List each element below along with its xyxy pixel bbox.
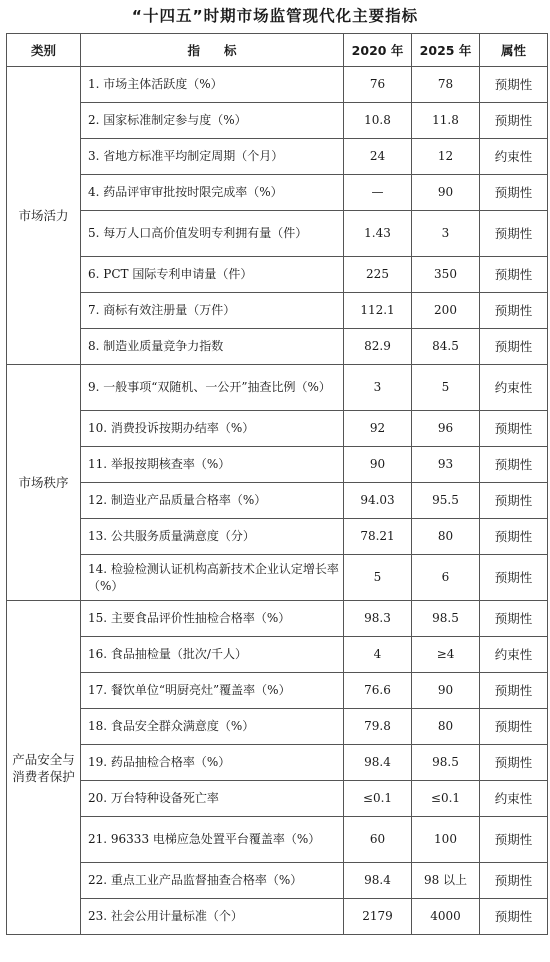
value-2020: 3 [344, 365, 412, 411]
header-indicator: 指标 [81, 34, 344, 67]
value-2025: 78 [412, 67, 480, 103]
indicator-name: 6. PCT 国际专利申请量（件） [81, 257, 344, 293]
value-2020: 98.4 [344, 863, 412, 899]
attribute-cell: 预期性 [480, 411, 548, 447]
table-row [7, 781, 548, 817]
table-row [7, 637, 548, 673]
attribute-cell: 预期性 [480, 257, 548, 293]
value-2025: 90 [412, 175, 480, 211]
value-2020: — [344, 175, 412, 211]
value-2020: 94.03 [344, 483, 412, 519]
value-2020: 76.6 [344, 673, 412, 709]
value-2025: 98.5 [412, 601, 480, 637]
value-2025: 98 以上 [412, 863, 480, 899]
value-2020: 82.9 [344, 329, 412, 365]
indicator-name: 11. 举报按期核查率（%） [81, 447, 344, 483]
value-2025: 90 [412, 673, 480, 709]
value-2020: 10.8 [344, 103, 412, 139]
value-2025: 95.5 [412, 483, 480, 519]
table-row [7, 257, 548, 293]
attribute-cell: 预期性 [480, 175, 548, 211]
attribute-cell: 预期性 [480, 483, 548, 519]
table-row [7, 67, 548, 103]
value-2020: 1.43 [344, 211, 412, 257]
value-2025: 6 [412, 555, 480, 601]
indicator-name: 1. 市场主体活跃度（%） [81, 67, 344, 103]
value-2020: 4 [344, 637, 412, 673]
header-row [7, 34, 548, 67]
table-row [7, 817, 548, 863]
attribute-cell: 预期性 [480, 293, 548, 329]
indicator-name: 8. 制造业质量竞争力指数 [81, 329, 344, 365]
header-2020: 2020 年 [344, 34, 412, 67]
attribute-cell: 预期性 [480, 211, 548, 257]
table-row [7, 139, 548, 175]
value-2025: 350 [412, 257, 480, 293]
value-2025: 96 [412, 411, 480, 447]
value-2020: 92 [344, 411, 412, 447]
indicator-name: 16. 食品抽检量（批次/千人） [81, 637, 344, 673]
table-row [7, 745, 548, 781]
indicator-name: 9. 一般事项“双随机、一公开”抽查比例（%） [81, 365, 344, 411]
attribute-cell: 预期性 [480, 329, 548, 365]
indicator-name: 23. 社会公用计量标准（个） [81, 899, 344, 935]
header-2025: 2025 年 [412, 34, 480, 67]
indicator-name: 4. 药品评审审批按时限完成率（%） [81, 175, 344, 211]
indicator-name: 10. 消费投诉按期办结率（%） [81, 411, 344, 447]
attribute-cell: 预期性 [480, 447, 548, 483]
indicator-name: 18. 食品安全群众满意度（%） [81, 709, 344, 745]
attribute-cell: 预期性 [480, 899, 548, 935]
indicator-name: 14. 检验检测认证机构高新技术企业认定增长率（%） [81, 555, 344, 601]
table-title: “十四五”时期市场监管现代化主要指标 [131, 7, 419, 25]
value-2025: 5 [412, 365, 480, 411]
table-row [7, 483, 548, 519]
indicator-name: 22. 重点工业产品监督抽查合格率（%） [81, 863, 344, 899]
value-2025: 200 [412, 293, 480, 329]
attribute-cell: 约束性 [480, 637, 548, 673]
table-row [7, 365, 548, 411]
indicator-name: 13. 公共服务质量满意度（分） [81, 519, 344, 555]
value-2020: 24 [344, 139, 412, 175]
indicator-name: 7. 商标有效注册量（万件） [81, 293, 344, 329]
value-2025: 12 [412, 139, 480, 175]
indicator-name: 3. 省地方标准平均制定周期（个月） [81, 139, 344, 175]
value-2025: 3 [412, 211, 480, 257]
indicator-name: 21. 96333 电梯应急处置平台覆盖率（%） [81, 817, 344, 863]
value-2020: 76 [344, 67, 412, 103]
indicator-name: 19. 药品抽检合格率（%） [81, 745, 344, 781]
value-2025: 80 [412, 519, 480, 555]
attribute-cell: 约束性 [480, 365, 548, 411]
indicator-name: 5. 每万人口高价值发明专利拥有量（件） [81, 211, 344, 257]
table-row [7, 709, 548, 745]
attribute-cell: 约束性 [480, 139, 548, 175]
value-2020: 98.3 [344, 601, 412, 637]
value-2025: 11.8 [412, 103, 480, 139]
value-2025: 4000 [412, 899, 480, 935]
value-2020: 225 [344, 257, 412, 293]
attribute-cell: 预期性 [480, 67, 548, 103]
attribute-cell: 预期性 [480, 555, 548, 601]
value-2020: 2179 [344, 899, 412, 935]
value-2020: 60 [344, 817, 412, 863]
attribute-cell: 预期性 [480, 817, 548, 863]
value-2020: 98.4 [344, 745, 412, 781]
table-row [7, 673, 548, 709]
indicator-name: 17. 餐饮单位“明厨亮灶”覆盖率（%） [81, 673, 344, 709]
value-2025: 100 [412, 817, 480, 863]
value-2020: ≤0.1 [344, 781, 412, 817]
value-2020: 78.21 [344, 519, 412, 555]
table-row [7, 555, 548, 601]
value-2025: ≤0.1 [412, 781, 480, 817]
attribute-cell: 预期性 [480, 103, 548, 139]
attribute-cell: 约束性 [480, 781, 548, 817]
value-2020: 90 [344, 447, 412, 483]
indicators-table [6, 33, 548, 935]
indicator-name: 20. 万台特种设备死亡率 [81, 781, 344, 817]
value-2025: ≥4 [412, 637, 480, 673]
table-row [7, 601, 548, 637]
table-row [7, 863, 548, 899]
table-row [7, 103, 548, 139]
indicator-name: 2. 国家标准制定参与度（%） [81, 103, 344, 139]
header-category: 类别 [7, 34, 81, 67]
attribute-cell: 预期性 [480, 601, 548, 637]
attribute-cell: 预期性 [480, 745, 548, 781]
attribute-cell: 预期性 [480, 519, 548, 555]
value-2020: 112.1 [344, 293, 412, 329]
table-row [7, 411, 548, 447]
table-row [7, 175, 548, 211]
value-2025: 84.5 [412, 329, 480, 365]
attribute-cell: 预期性 [480, 863, 548, 899]
category-cell: 市场活力 [7, 67, 81, 365]
table-row [7, 899, 548, 935]
table-row [7, 329, 548, 365]
table-row [7, 519, 548, 555]
value-2020: 5 [344, 555, 412, 601]
attribute-cell: 预期性 [480, 673, 548, 709]
header-attribute: 属性 [480, 34, 548, 67]
table-row [7, 211, 548, 257]
table-row [7, 447, 548, 483]
value-2025: 93 [412, 447, 480, 483]
indicator-name: 12. 制造业产品质量合格率（%） [81, 483, 344, 519]
attribute-cell: 预期性 [480, 709, 548, 745]
value-2020: 79.8 [344, 709, 412, 745]
indicator-name: 15. 主要食品评价性抽检合格率（%） [81, 601, 344, 637]
table-row [7, 293, 548, 329]
category-cell: 市场秩序 [7, 365, 81, 601]
category-cell: 产品安全与消费者保护 [7, 601, 81, 935]
value-2025: 98.5 [412, 745, 480, 781]
value-2025: 80 [412, 709, 480, 745]
